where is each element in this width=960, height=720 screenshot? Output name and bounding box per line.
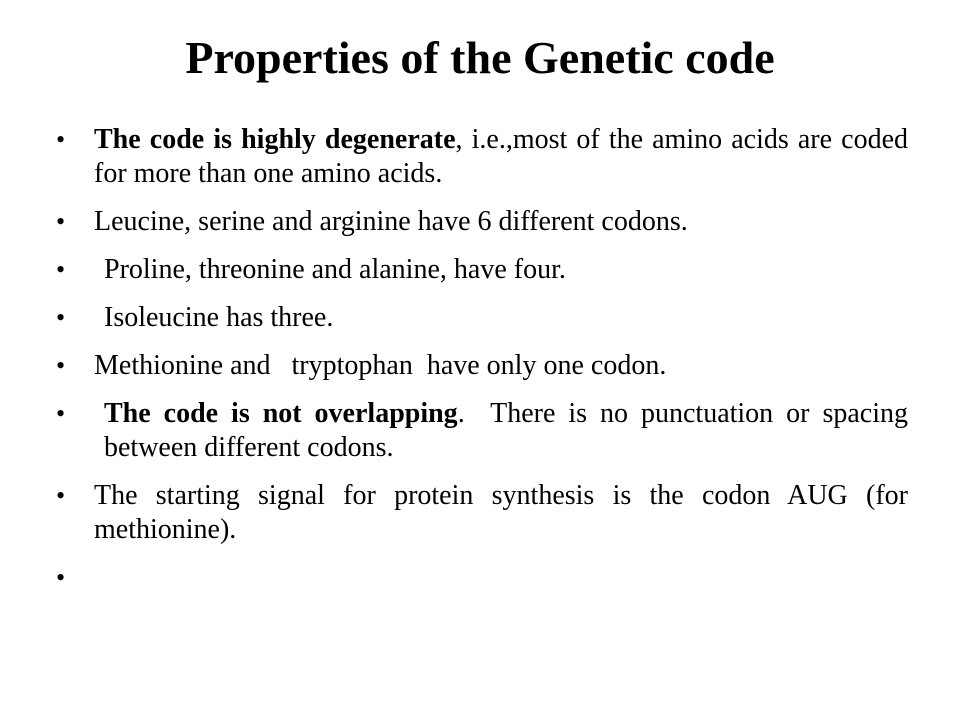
- slide-title: Properties of the Genetic code: [185, 32, 775, 83]
- bullet-dot-icon: •: [56, 351, 66, 380]
- bullet-bold-text: The code is not overlapping: [104, 398, 458, 429]
- bullet-dot-icon: •: [56, 399, 66, 428]
- bullet-item-methionine: [56, 349, 908, 383]
- bullet-item-empty: [56, 561, 908, 595]
- bullet-item-start-codon: [56, 479, 908, 547]
- bullet-text: Leucine, serine and arginine have 6 different codons.: [94, 206, 688, 237]
- bullet-body-text: . There is no punctuation or spacing between different codons.: [104, 398, 915, 463]
- bullet-dot-icon: •: [56, 303, 66, 332]
- bullet-item-overlapping: [56, 397, 915, 465]
- bullet-text: Isoleucine has three.: [104, 302, 334, 333]
- bullet-text: [94, 561, 908, 595]
- bullet-dot-icon: •: [56, 207, 66, 236]
- bullet-list: [56, 123, 915, 595]
- bullet-text: Proline, threonine and alanine, have four.: [104, 254, 566, 285]
- bullet-dot-icon: •: [56, 255, 66, 284]
- bullet-body-text: , i.e.,most of the amino acids are coded for more than one amino acids.: [94, 124, 908, 189]
- bullet-text: Methionine and tryptophan have only one codon.: [94, 350, 667, 381]
- bullet-item-degenerate: [56, 123, 908, 191]
- bullet-dot-icon: •: [56, 481, 66, 510]
- bullet-item-isoleucine: [56, 301, 908, 335]
- bullet-dot-icon: •: [56, 125, 66, 154]
- bullet-text: The starting signal for protein synthesis is the codon AUG (for methionine).: [94, 480, 908, 545]
- bullet-text: [94, 397, 915, 465]
- bullet-item-leucine: [56, 205, 908, 239]
- bullet-bold-text: The code is highly degenerate: [94, 124, 456, 155]
- bullet-dot-icon: •: [56, 563, 66, 592]
- bullet-text: [94, 123, 908, 191]
- bullet-item-proline: [56, 253, 908, 287]
